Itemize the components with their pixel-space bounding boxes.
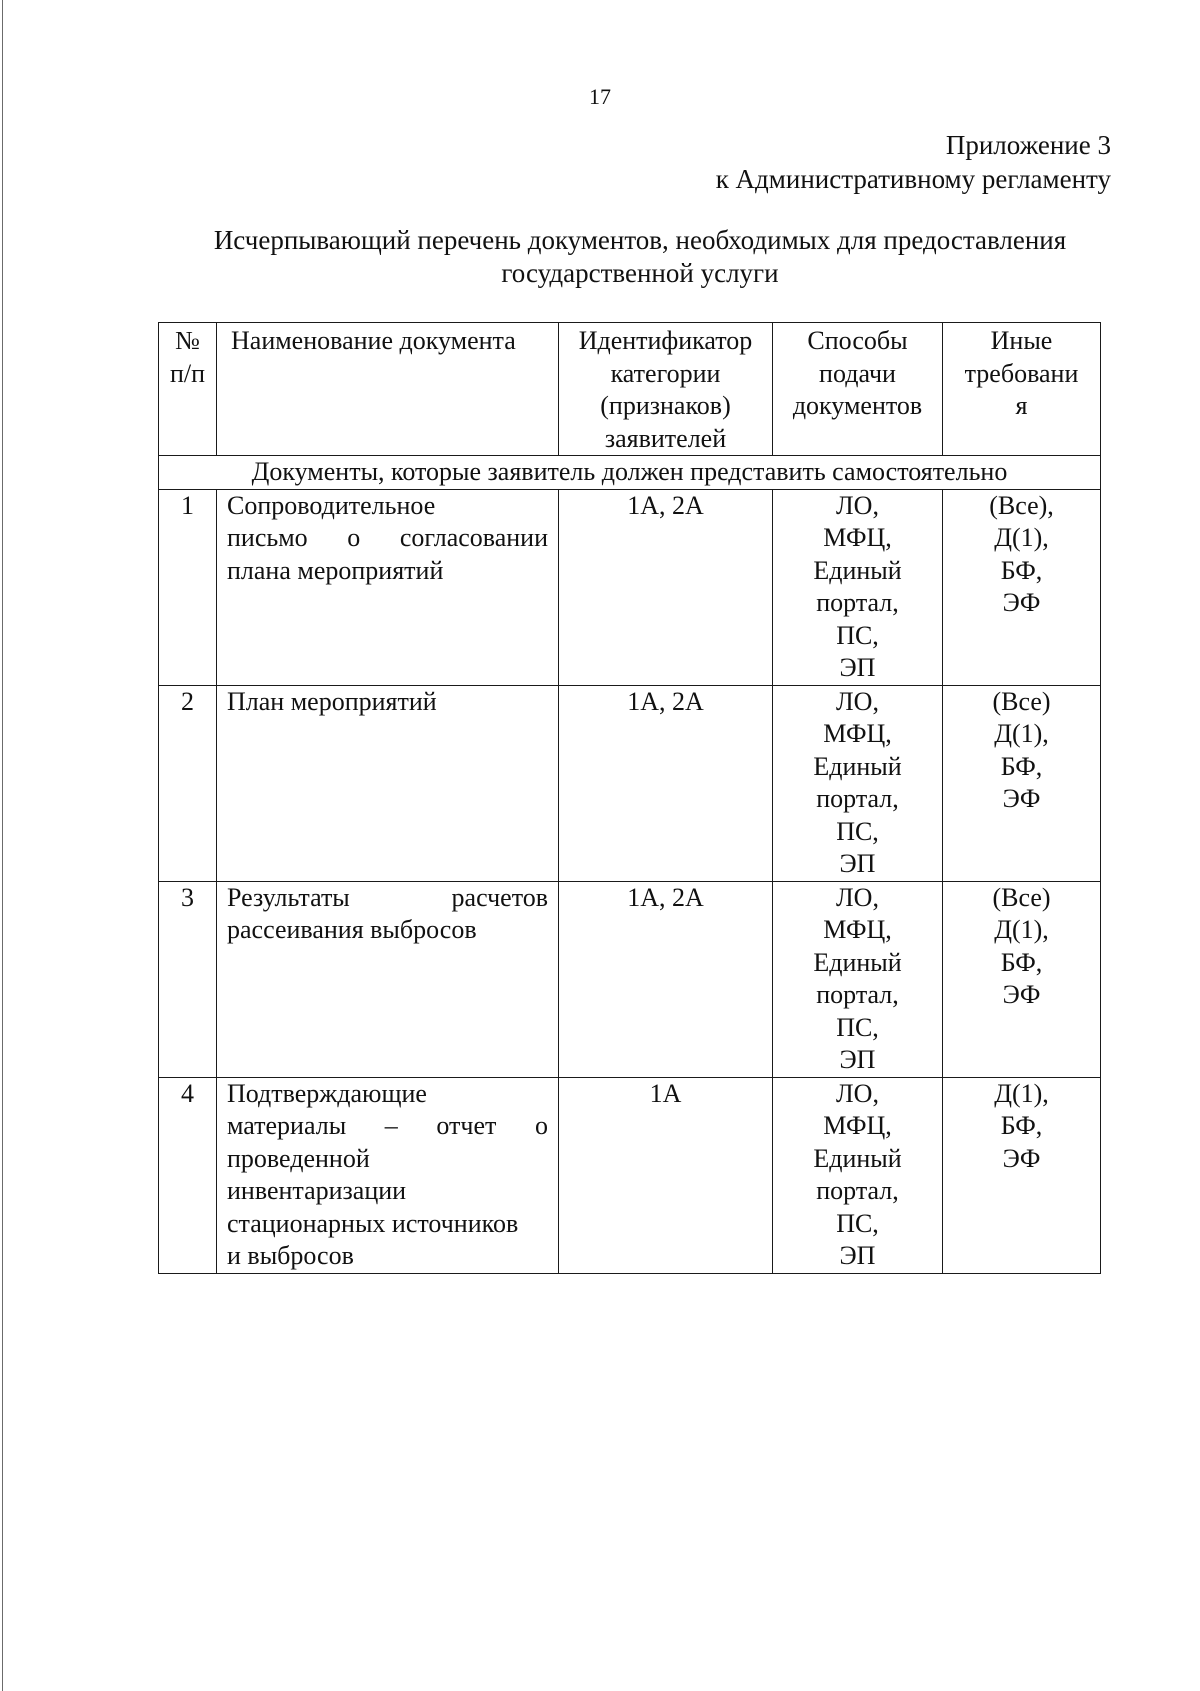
- method-item: портал,: [816, 784, 899, 813]
- method-item: ЭП: [839, 849, 876, 878]
- category-cell: 1А, 2А: [559, 685, 773, 881]
- method-item: МФЦ,: [823, 915, 892, 944]
- row-number: 1: [159, 489, 217, 685]
- methods-cell: [773, 685, 943, 881]
- appendix-line-2: к Административному регламенту: [715, 164, 1111, 194]
- method-item: ЛО,: [836, 882, 879, 912]
- method-item: ЛО,: [836, 490, 879, 520]
- header-methods-line-2: подачи: [819, 358, 896, 388]
- other-requirements-cell: [943, 1077, 1101, 1273]
- method-item: портал,: [816, 980, 899, 1009]
- header-category-line-2: категории: [610, 358, 721, 388]
- category-cell: 1А: [559, 1077, 773, 1273]
- document-name-cell: [217, 1077, 559, 1273]
- document-name-line: стационарных источников: [227, 1208, 519, 1238]
- page-edge-line: [2, 0, 3, 1691]
- header-methods-line-1: Способы: [807, 326, 908, 355]
- table-row: [159, 489, 1101, 685]
- appendix-heading: [716, 128, 1111, 196]
- appendix-line-1: Приложение 3: [945, 130, 1111, 160]
- method-item: ПС,: [836, 1208, 879, 1238]
- title-line-1: Исчерпывающий перечень документов, необходимых для предоставления: [213, 225, 1067, 255]
- requirement-item: (Все): [992, 882, 1051, 912]
- requirement-item: БФ,: [1000, 1111, 1043, 1140]
- method-item: МФЦ,: [823, 1111, 892, 1140]
- document-name-line: проведенной: [227, 1143, 370, 1173]
- header-category-id: [559, 323, 773, 456]
- method-item: ЭП: [839, 1241, 876, 1270]
- requirement-item: Д(1),: [994, 1078, 1049, 1108]
- document-name-line: План мероприятий: [227, 686, 437, 716]
- method-item: Единый: [813, 1143, 902, 1173]
- header-number: [159, 323, 217, 456]
- header-other-line-1: Иные: [990, 326, 1053, 355]
- requirement-item: ЭФ: [1002, 784, 1041, 813]
- document-name-cell: [217, 489, 559, 685]
- header-other-line-2: требовани: [964, 358, 1079, 388]
- section-heading: Документы, которые заявитель должен представить самостоятельно: [159, 456, 1101, 490]
- requirement-item: Д(1),: [994, 523, 1049, 552]
- requirement-item: Д(1),: [994, 719, 1049, 748]
- table-row: [159, 685, 1101, 881]
- document-name-line: Подтверждающие: [227, 1078, 427, 1108]
- table-row: [159, 881, 1101, 1077]
- document-name-line: письмо о согласовании: [227, 523, 548, 552]
- header-number-line-2: п/п: [169, 358, 206, 388]
- requirement-item: ЭФ: [1002, 588, 1041, 617]
- row-number: 4: [159, 1077, 217, 1273]
- method-item: Единый: [813, 947, 902, 977]
- method-item: ЭП: [839, 653, 876, 682]
- methods-cell: [773, 881, 943, 1077]
- category-cell: 1А, 2А: [559, 881, 773, 1077]
- table-header-row: [159, 323, 1101, 456]
- page-number: 17: [589, 84, 611, 109]
- requirement-item: БФ,: [1000, 555, 1043, 585]
- header-document-name-text: Наименование документа: [231, 326, 516, 355]
- document-name-cell: [217, 881, 559, 1077]
- method-item: ЛО,: [836, 1078, 879, 1108]
- requirement-item: (Все),: [989, 490, 1054, 520]
- header-number-line-1: №: [175, 326, 200, 355]
- method-item: ЛО,: [836, 686, 879, 716]
- requirement-item: БФ,: [1000, 751, 1043, 781]
- requirement-item: ЭФ: [1002, 1143, 1041, 1173]
- method-item: ПС,: [836, 816, 879, 846]
- document-name-line: Результаты расчетов: [227, 882, 548, 912]
- method-item: МФЦ,: [823, 523, 892, 552]
- table-row: [159, 1077, 1101, 1273]
- requirement-item: БФ,: [1000, 947, 1043, 977]
- other-requirements-cell: [943, 881, 1101, 1077]
- header-other-requirements: [943, 323, 1101, 456]
- category-cell: 1А, 2А: [559, 489, 773, 685]
- header-methods-line-3: документов: [792, 391, 923, 420]
- other-requirements-cell: [943, 685, 1101, 881]
- method-item: ЭП: [839, 1045, 876, 1074]
- requirement-item: (Все): [992, 686, 1051, 716]
- method-item: портал,: [816, 588, 899, 617]
- document-name-line: материалы – отчет о: [227, 1111, 548, 1140]
- other-requirements-cell: [943, 489, 1101, 685]
- header-category-line-3: (признаков): [600, 391, 731, 420]
- method-item: Единый: [813, 751, 902, 781]
- document-name-line: Сопроводительное: [227, 490, 436, 520]
- method-item: Единый: [813, 555, 902, 585]
- requirement-item: Д(1),: [994, 915, 1049, 944]
- method-item: ПС,: [836, 1012, 879, 1042]
- method-item: МФЦ,: [823, 719, 892, 748]
- header-category-line-1: Идентификатор: [578, 326, 753, 355]
- title-line-2: государственной услуги: [501, 258, 779, 288]
- row-number: 2: [159, 685, 217, 881]
- document-name-cell: [217, 685, 559, 881]
- row-number: 3: [159, 881, 217, 1077]
- document-title: [160, 224, 1120, 290]
- header-other-line-3: я: [1015, 391, 1028, 420]
- method-item: портал,: [816, 1176, 899, 1205]
- requirement-item: ЭФ: [1002, 980, 1041, 1009]
- header-document-name: [217, 323, 559, 456]
- header-category-line-4: заявителей: [604, 423, 727, 453]
- header-submission-methods: [773, 323, 943, 456]
- document-name-line: инвентаризации: [227, 1176, 407, 1205]
- methods-cell: [773, 489, 943, 685]
- section-row: [159, 456, 1101, 490]
- document-name-line: рассеивания выбросов: [227, 915, 477, 944]
- documents-table: [158, 322, 1101, 1274]
- document-name-line: и выбросов: [227, 1241, 354, 1270]
- methods-cell: [773, 1077, 943, 1273]
- document-name-line: плана мероприятий: [227, 555, 444, 585]
- method-item: ПС,: [836, 620, 879, 650]
